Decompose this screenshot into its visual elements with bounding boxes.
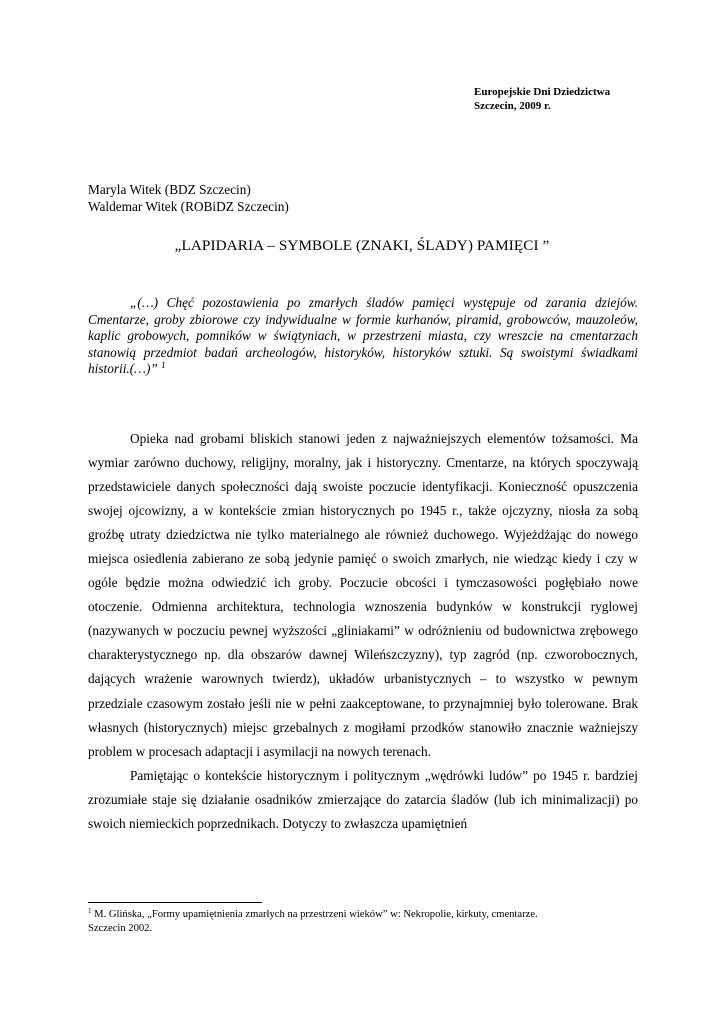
footnote-line: Szczecin 2002. xyxy=(88,923,153,934)
authors-block xyxy=(88,181,289,215)
epigraph-text: „(…) Chęć pozostawienia po zmarłych śladów pamięci występuje od zarania dziejów. Cmentarze, groby zbiorowe czy indywidualne w formie kurhanów, piramid, grobowców, mauzoleów, kaplic grobowych, pomników w świątyniach, w przestrzeni miasta, czy wreszcie na cmentarzach stanowią przedmiot badań archeologów, historyków, historyków sztuki. Są swoistymi świadkami historii.(…)” xyxy=(88,295,638,376)
footnote-number: 1 xyxy=(88,907,92,915)
footnote-reference: 1 xyxy=(161,360,166,370)
author-line: Maryla Witek (BDZ Szczecin) xyxy=(88,182,251,197)
body-paragraph: Opieka nad grobami bliskich stanowi jeden z najważniejszych elementów tożsamości. Ma wymiar zarówno duchowy, religijny, moralny, jak i historyczny. Cmentarze, na których spoczywają przedstawiciele danych społeczności dają swoiste poczucie identyfikacji. Konieczność opuszczenia swojej ojcowizny, a w kontekście zmian historycznych po 1945 r., także ojczyzny, niosła za sobą groźbę utraty dziedzictwa nie tylko materialnego ale również duchowego. Wyjeżdżając do nowego miejsca osiedlenia zabierano ze sobą jedynie pamięć o swoich zmarłych, nie wiedząc kiedy i czy w ogóle będzie można odwiedzić ich groby. Poczucie obcości i tymczasowości pogłębiało nowe otoczenie. Odmienna architektura, technologia wznoszenia budynków w konstrukcji ryglowej (nazywanych w poczuciu pewnej wyższości „gliniakami” w odróżnieniu od budownictwa zrębowego charakterystycznego np. dla obszarów dawnej Wileńszczyzny), typ zagród (np. czworobocznych, dających wrażenie warownych twierdz), układów urbanistycznych – to wszystko w pewnym przedziale czasowym zostało jeśli nie w pełni zaakceptowane, to przynajmniej było tolerowane. Brak własnych (historycznych) miejsc grzebalnych z mogiłami przodków stanowiło znacznie ważniejszy problem w procesach adaptacji i asymilacji na nowych terenach. xyxy=(88,431,638,759)
footnote-divider xyxy=(88,902,262,903)
event-header xyxy=(474,85,610,113)
footnote-text: M. Glińska, „Formy upamiętnienia zmarłych na przestrzeni wieków” w: Nekropolie, kirkuty, cmentarze. xyxy=(91,909,538,920)
body-text xyxy=(88,427,638,836)
footnote xyxy=(88,908,638,936)
document-title: „LAPIDARIA – SYMBOLE (ZNAKI, ŚLADY) PAMIĘCI ” xyxy=(174,237,550,254)
footnote-line xyxy=(88,908,638,922)
author-line: Waldemar Witek (ROBiDZ Szczecin) xyxy=(88,199,289,214)
event-name: Europejskie Dni Dziedzictwa xyxy=(474,86,611,98)
event-place-year: Szczecin, 2009 r. xyxy=(474,100,551,112)
body-paragraph: Pamiętając o kontekście historycznym i politycznym „wędrówki ludów” po 1945 r. bardziej zrozumiałe staje się działanie osadników zmierzające do zatarcia śladów (lub ich minimalizacji) po swoich niemieckich poprzednikach. Dotyczy to zwłaszcza upamiętnień xyxy=(88,767,638,831)
epigraph-quote xyxy=(88,295,638,378)
